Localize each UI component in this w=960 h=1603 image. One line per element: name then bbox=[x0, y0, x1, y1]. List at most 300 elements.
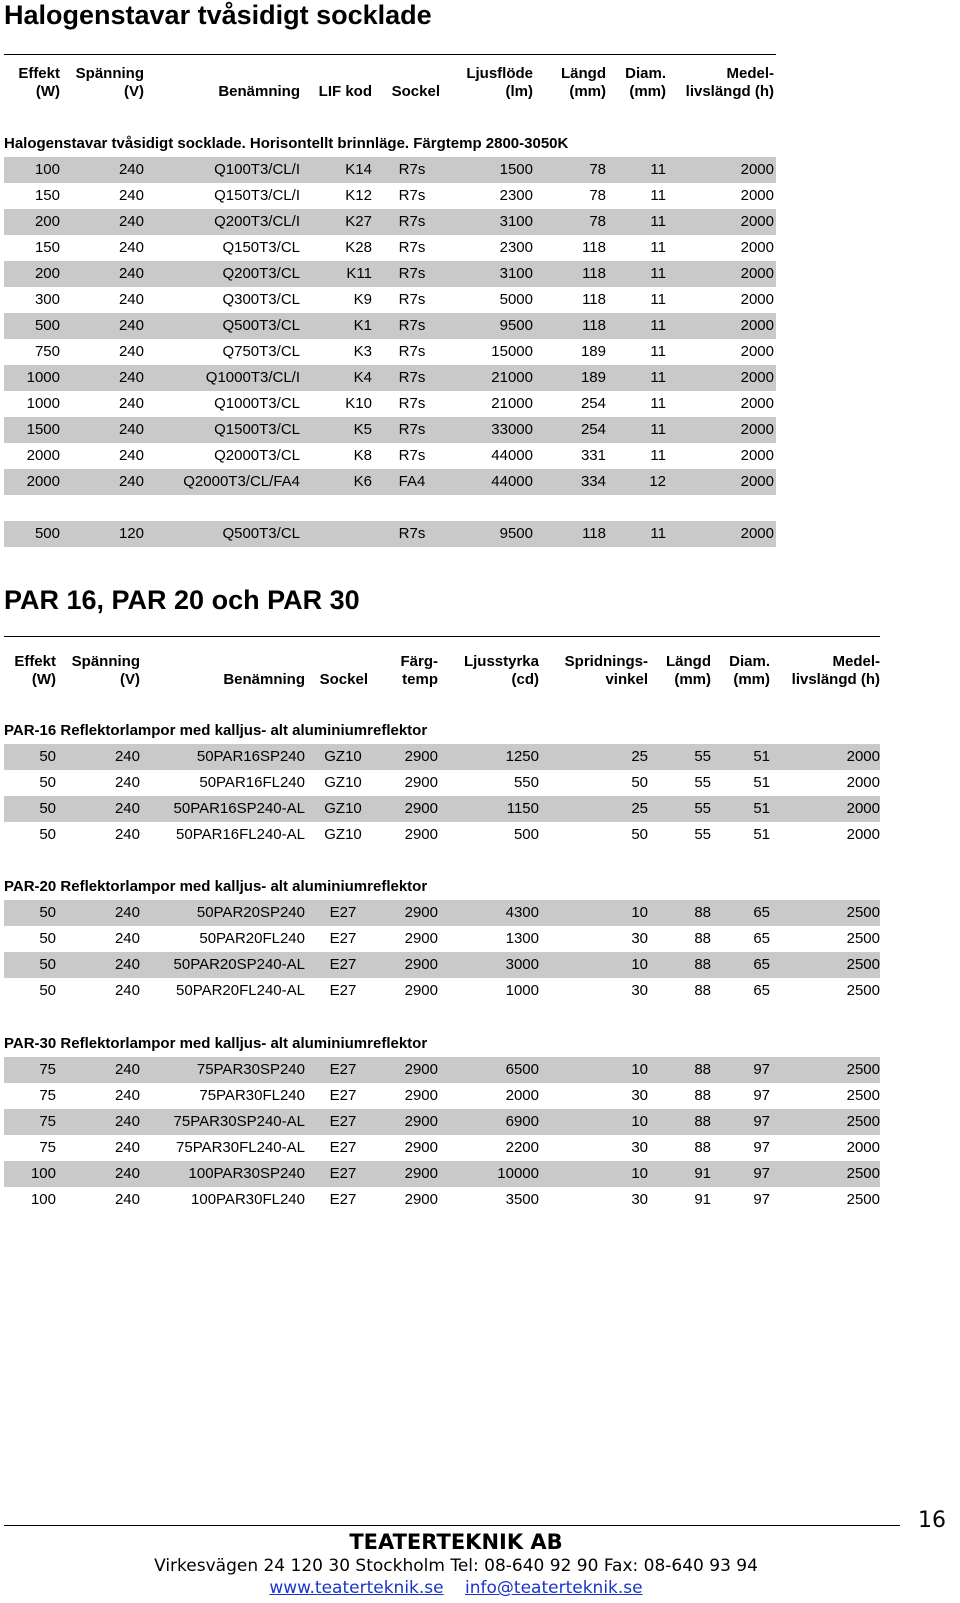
cell-lif-kod: K14 bbox=[345, 161, 372, 178]
cell-lif-kod: K11 bbox=[346, 265, 372, 282]
cell-spanning: 240 bbox=[118, 317, 144, 334]
cell-diam: 65 bbox=[753, 956, 770, 973]
cell-lif-kod: K27 bbox=[345, 213, 372, 230]
cell-spanning: 240 bbox=[114, 748, 140, 765]
cell-lif-kod: K6 bbox=[353, 473, 372, 490]
cell-spanning: 240 bbox=[118, 239, 144, 256]
cell-diam: 97 bbox=[753, 1165, 770, 1182]
cell-langd: 55 bbox=[694, 800, 711, 817]
cell-ljusstyrka: 3000 bbox=[505, 956, 539, 973]
cell-spanning: 240 bbox=[114, 1139, 140, 1156]
cell-benamning: 75PAR30FL240 bbox=[199, 1087, 305, 1104]
cell-ljusflode: 2300 bbox=[499, 187, 533, 204]
cell-diam: 51 bbox=[753, 826, 770, 843]
table-row bbox=[4, 926, 880, 952]
header-spridningsvinkel: Spridnings- vinkel bbox=[564, 653, 648, 688]
cell-spridningsvinkel: 25 bbox=[631, 748, 648, 765]
cell-effekt: 200 bbox=[34, 213, 60, 230]
header-medellivslangd: Medel- livslängd (h) bbox=[685, 65, 774, 100]
header-benamning: Benämning bbox=[223, 671, 305, 688]
cell-diam: 11 bbox=[650, 265, 666, 282]
cell-langd: 55 bbox=[694, 748, 711, 765]
cell-ljusflode: 3100 bbox=[499, 213, 533, 230]
table-row bbox=[4, 235, 776, 261]
cell-ljusstyrka: 1150 bbox=[506, 800, 539, 817]
cell-benamning: 100PAR30SP240 bbox=[188, 1165, 305, 1182]
cell-diam: 11 bbox=[650, 187, 666, 204]
cell-sockel: R7s bbox=[398, 161, 426, 178]
header-fargtemp: Färg- temp bbox=[400, 653, 438, 688]
cell-effekt: 100 bbox=[34, 161, 60, 178]
cell-fargtemp: 2900 bbox=[404, 904, 438, 921]
cell-medellivslangd: 2000 bbox=[740, 525, 774, 542]
cell-effekt: 150 bbox=[34, 239, 60, 256]
cell-medellivslangd: 2000 bbox=[740, 213, 774, 230]
cell-diam: 51 bbox=[753, 774, 770, 791]
divider bbox=[4, 54, 776, 55]
cell-fargtemp: 2900 bbox=[404, 1087, 438, 1104]
cell-effekt: 100 bbox=[30, 1191, 56, 1208]
cell-sockel: E27 bbox=[329, 1113, 357, 1130]
cell-sockel: R7s bbox=[398, 239, 426, 256]
group-label: Halogenstavar tvåsidigt socklade. Horisontellt brinnläge. Färgtemp 2800-3050K bbox=[4, 135, 569, 152]
table-row bbox=[4, 261, 776, 287]
cell-benamning: 50PAR16SP240-AL bbox=[173, 800, 305, 817]
cell-sockel: R7s bbox=[398, 421, 426, 438]
cell-fargtemp: 2900 bbox=[404, 956, 438, 973]
cell-diam: 97 bbox=[753, 1139, 770, 1156]
cell-diam: 97 bbox=[753, 1191, 770, 1208]
cell-effekt: 300 bbox=[34, 291, 60, 308]
cell-langd: 88 bbox=[694, 1139, 711, 1156]
cell-diam: 11 bbox=[650, 395, 666, 412]
cell-ljusstyrka: 550 bbox=[513, 774, 539, 791]
cell-fargtemp: 2900 bbox=[404, 1139, 438, 1156]
cell-fargtemp: 2900 bbox=[404, 774, 438, 791]
table-row bbox=[4, 1187, 880, 1213]
email-link[interactable]: info@teaterteknik.se bbox=[465, 1578, 643, 1598]
table-row bbox=[4, 157, 776, 183]
cell-diam: 11 bbox=[650, 421, 666, 438]
cell-fargtemp: 2900 bbox=[404, 800, 438, 817]
cell-spridningsvinkel: 25 bbox=[631, 800, 648, 817]
cell-diam: 65 bbox=[753, 904, 770, 921]
cell-sockel: E27 bbox=[329, 956, 357, 973]
cell-langd: 118 bbox=[582, 239, 606, 256]
cell-benamning: 75PAR30SP240 bbox=[196, 1061, 305, 1078]
cell-spanning: 240 bbox=[118, 395, 144, 412]
cell-langd: 88 bbox=[694, 1087, 711, 1104]
cell-medellivslangd: 2000 bbox=[740, 291, 774, 308]
cell-medellivslangd: 2000 bbox=[846, 800, 880, 817]
cell-diam: 11 bbox=[650, 239, 666, 256]
cell-spanning: 240 bbox=[114, 1165, 140, 1182]
cell-effekt: 75 bbox=[39, 1061, 56, 1078]
cell-benamning: Q150T3/CL bbox=[222, 239, 300, 256]
table-row bbox=[4, 469, 776, 495]
table-row bbox=[4, 822, 880, 848]
header-lif: LIF kod bbox=[318, 83, 372, 100]
header-ljusstyrka: Ljusstyrka (cd) bbox=[463, 653, 539, 688]
cell-benamning: 50PAR20FL240 bbox=[199, 930, 305, 947]
cell-fargtemp: 2900 bbox=[404, 1113, 438, 1130]
cell-spridningsvinkel: 10 bbox=[631, 904, 648, 921]
cell-spanning: 240 bbox=[118, 187, 144, 204]
cell-langd: 334 bbox=[580, 473, 606, 490]
cell-lif-kod: K8 bbox=[353, 447, 372, 464]
cell-ljusstyrka: 500 bbox=[513, 826, 539, 843]
cell-effekt: 1500 bbox=[26, 421, 60, 438]
table-row bbox=[4, 796, 880, 822]
cell-ljusflode: 33000 bbox=[491, 421, 533, 438]
cell-effekt: 1000 bbox=[26, 395, 60, 412]
header-benamning: Benämning bbox=[218, 83, 300, 100]
cell-ljusstyrka: 6500 bbox=[505, 1061, 539, 1078]
header-diam: Diam. (mm) bbox=[729, 653, 770, 688]
cell-effekt: 100 bbox=[30, 1165, 56, 1182]
cell-effekt: 50 bbox=[39, 930, 56, 947]
cell-benamning: 50PAR16FL240-AL bbox=[176, 826, 305, 843]
cell-ljusstyrka: 3500 bbox=[505, 1191, 539, 1208]
company-address: Virkesvägen 24 120 30 Stockholm Tel: 08-640 92 90 Fax: 08-640 93 94 bbox=[154, 1556, 758, 1576]
table-row bbox=[4, 978, 880, 1004]
cell-medellivslangd: 2000 bbox=[740, 421, 774, 438]
page-number: 16 bbox=[918, 1508, 946, 1533]
cell-langd: 88 bbox=[694, 1113, 711, 1130]
cell-sockel: R7s bbox=[398, 265, 426, 282]
cell-benamning: Q1000T3/CL bbox=[214, 395, 300, 412]
cell-langd: 88 bbox=[694, 1061, 711, 1078]
cell-spanning: 240 bbox=[118, 265, 144, 282]
cell-sockel: E27 bbox=[329, 1139, 357, 1156]
cell-sockel: R7s bbox=[398, 291, 426, 308]
cell-effekt: 2000 bbox=[26, 473, 60, 490]
cell-spanning: 240 bbox=[114, 1113, 140, 1130]
cell-langd: 118 bbox=[582, 265, 606, 282]
cell-ljusflode: 1500 bbox=[499, 161, 533, 178]
cell-ljusflode: 5000 bbox=[499, 291, 533, 308]
cell-benamning: Q150T3/CL/I bbox=[214, 187, 300, 204]
cell-effekt: 50 bbox=[39, 774, 56, 791]
cell-medellivslangd: 2000 bbox=[846, 1139, 880, 1156]
cell-sockel: R7s bbox=[398, 369, 426, 386]
cell-spridningsvinkel: 30 bbox=[631, 982, 648, 999]
cell-benamning: Q300T3/CL bbox=[222, 291, 300, 308]
cell-medellivslangd: 2000 bbox=[740, 369, 774, 386]
header-sockel: Sockel bbox=[319, 671, 368, 688]
table-row bbox=[4, 417, 776, 443]
cell-langd: 254 bbox=[580, 395, 606, 412]
cell-diam: 11 bbox=[650, 525, 666, 542]
cell-diam: 97 bbox=[753, 1087, 770, 1104]
cell-ljusflode: 21000 bbox=[491, 395, 533, 412]
cell-effekt: 50 bbox=[39, 800, 56, 817]
cell-diam: 65 bbox=[753, 930, 770, 947]
website-link[interactable]: www.teaterteknik.se bbox=[269, 1578, 444, 1598]
table-row bbox=[4, 313, 776, 339]
cell-langd: 88 bbox=[694, 956, 711, 973]
cell-ljusstyrka: 6900 bbox=[505, 1113, 539, 1130]
table-row bbox=[4, 391, 776, 417]
cell-spanning: 240 bbox=[118, 369, 144, 386]
cell-lif-kod: K10 bbox=[345, 395, 372, 412]
table-row bbox=[4, 744, 880, 770]
cell-diam: 51 bbox=[753, 800, 770, 817]
header-langd: Längd (mm) bbox=[561, 65, 606, 100]
cell-effekt: 50 bbox=[39, 748, 56, 765]
cell-effekt: 75 bbox=[39, 1087, 56, 1104]
cell-effekt: 50 bbox=[39, 904, 56, 921]
cell-spridningsvinkel: 30 bbox=[631, 1191, 648, 1208]
cell-sockel: R7s bbox=[398, 187, 426, 204]
cell-spanning: 240 bbox=[118, 421, 144, 438]
cell-sockel: E27 bbox=[329, 982, 357, 999]
cell-spridningsvinkel: 10 bbox=[631, 1165, 648, 1182]
header-spanning: Spänning (V) bbox=[71, 653, 140, 688]
cell-effekt: 2000 bbox=[26, 447, 60, 464]
cell-benamning: 50PAR20SP240 bbox=[196, 904, 305, 921]
table-row bbox=[4, 183, 776, 209]
cell-sockel: R7s bbox=[398, 395, 426, 412]
cell-sockel: GZ10 bbox=[324, 826, 362, 843]
cell-medellivslangd: 2000 bbox=[846, 826, 880, 843]
cell-diam: 11 bbox=[650, 317, 666, 334]
header-sockel: Sockel bbox=[391, 83, 440, 100]
cell-spridningsvinkel: 10 bbox=[631, 956, 648, 973]
cell-lif-kod: K28 bbox=[345, 239, 372, 256]
cell-medellivslangd: 2500 bbox=[846, 930, 880, 947]
cell-langd: 78 bbox=[589, 213, 606, 230]
cell-spanning: 240 bbox=[114, 956, 140, 973]
cell-medellivslangd: 2500 bbox=[846, 904, 880, 921]
cell-sockel: E27 bbox=[329, 1165, 357, 1182]
cell-lif-kod: K5 bbox=[353, 421, 372, 438]
cell-medellivslangd: 2000 bbox=[740, 317, 774, 334]
cell-sockel: GZ10 bbox=[324, 800, 362, 817]
cell-ljusflode: 21000 bbox=[491, 369, 533, 386]
cell-spridningsvinkel: 10 bbox=[631, 1113, 648, 1130]
cell-medellivslangd: 2500 bbox=[846, 1113, 880, 1130]
cell-diam: 11 bbox=[650, 161, 666, 178]
cell-ljusstyrka: 2200 bbox=[505, 1139, 539, 1156]
cell-spridningsvinkel: 50 bbox=[631, 826, 648, 843]
cell-spanning: 240 bbox=[118, 473, 144, 490]
cell-benamning: Q200T3/CL/I bbox=[214, 213, 300, 230]
cell-diam: 11 bbox=[650, 447, 666, 464]
cell-spanning: 240 bbox=[114, 1087, 140, 1104]
header-effekt: Effekt (W) bbox=[18, 65, 60, 100]
table-row bbox=[4, 900, 880, 926]
table-row bbox=[4, 1135, 880, 1161]
cell-spanning: 240 bbox=[114, 930, 140, 947]
cell-medellivslangd: 2500 bbox=[846, 1061, 880, 1078]
group-label: PAR-20 Reflektorlampor med kalljus- alt aluminiumreflektor bbox=[4, 878, 428, 895]
cell-lif-kod: K3 bbox=[353, 343, 372, 360]
cell-medellivslangd: 2000 bbox=[740, 447, 774, 464]
cell-benamning: Q1000T3/CL/I bbox=[205, 369, 300, 386]
cell-medellivslangd: 2000 bbox=[740, 395, 774, 412]
cell-sockel: R7s bbox=[398, 525, 426, 542]
cell-effekt: 1000 bbox=[26, 369, 60, 386]
cell-spanning: 240 bbox=[118, 291, 144, 308]
cell-langd: 254 bbox=[580, 421, 606, 438]
cell-sockel: FA4 bbox=[398, 473, 426, 490]
cell-sockel: E27 bbox=[329, 904, 357, 921]
cell-langd: 88 bbox=[694, 904, 711, 921]
cell-sockel: R7s bbox=[398, 447, 426, 464]
cell-benamning: Q500T3/CL bbox=[222, 525, 300, 542]
cell-benamning: 50PAR20SP240-AL bbox=[173, 956, 305, 973]
cell-benamning: Q2000T3/CL bbox=[214, 447, 300, 464]
cell-spanning: 240 bbox=[118, 161, 144, 178]
cell-spanning: 240 bbox=[118, 447, 144, 464]
table-row bbox=[4, 952, 880, 978]
cell-spridningsvinkel: 50 bbox=[631, 774, 648, 791]
table-row bbox=[4, 1161, 880, 1187]
cell-spanning: 240 bbox=[118, 213, 144, 230]
header-spanning: Spänning (V) bbox=[75, 65, 144, 100]
company-name: TEATERTEKNIK AB bbox=[349, 1530, 563, 1554]
cell-effekt: 50 bbox=[39, 826, 56, 843]
header-ljusflode: Ljusflöde (lm) bbox=[466, 65, 533, 100]
cell-diam: 97 bbox=[753, 1061, 770, 1078]
cell-benamning: 50PAR16SP240 bbox=[196, 748, 305, 765]
cell-effekt: 50 bbox=[39, 956, 56, 973]
cell-fargtemp: 2900 bbox=[404, 930, 438, 947]
cell-benamning: 50PAR16FL240 bbox=[199, 774, 305, 791]
cell-benamning: Q750T3/CL bbox=[222, 343, 300, 360]
cell-ljusstyrka: 4300 bbox=[505, 904, 539, 921]
cell-benamning: Q1500T3/CL bbox=[214, 421, 300, 438]
footer-links bbox=[0, 1578, 912, 1598]
cell-fargtemp: 2900 bbox=[404, 826, 438, 843]
cell-langd: 189 bbox=[580, 369, 606, 386]
cell-effekt: 150 bbox=[34, 187, 60, 204]
cell-effekt: 500 bbox=[34, 525, 60, 542]
cell-ljusstyrka: 1250 bbox=[505, 748, 539, 765]
cell-ljusflode: 44000 bbox=[491, 447, 533, 464]
cell-fargtemp: 2900 bbox=[404, 1061, 438, 1078]
cell-langd: 78 bbox=[589, 187, 606, 204]
cell-spanning: 240 bbox=[114, 826, 140, 843]
cell-langd: 88 bbox=[694, 982, 711, 999]
cell-effekt: 75 bbox=[39, 1113, 56, 1130]
cell-spanning: 240 bbox=[118, 343, 144, 360]
cell-medellivslangd: 2000 bbox=[740, 343, 774, 360]
cell-spridningsvinkel: 30 bbox=[631, 1139, 648, 1156]
cell-spridningsvinkel: 30 bbox=[631, 1087, 648, 1104]
cell-ljusflode: 9500 bbox=[499, 317, 533, 334]
cell-benamning: Q200T3/CL bbox=[222, 265, 300, 282]
cell-ljusflode: 15000 bbox=[491, 343, 533, 360]
cell-sockel: E27 bbox=[329, 1061, 357, 1078]
cell-sockel: E27 bbox=[329, 930, 357, 947]
cell-diam: 11 bbox=[650, 343, 666, 360]
table-row bbox=[4, 770, 880, 796]
cell-benamning: 100PAR30FL240 bbox=[191, 1191, 305, 1208]
cell-medellivslangd: 2000 bbox=[740, 161, 774, 178]
table-row bbox=[4, 1057, 880, 1083]
cell-diam: 12 bbox=[649, 473, 666, 490]
cell-sockel: GZ10 bbox=[324, 748, 362, 765]
header-medellivslangd: Medel- livslängd (h) bbox=[791, 653, 880, 688]
cell-benamning: Q100T3/CL/I bbox=[214, 161, 300, 178]
table-row bbox=[4, 443, 776, 469]
cell-sockel: GZ10 bbox=[324, 774, 362, 791]
table-row bbox=[4, 1109, 880, 1135]
cell-lif-kod: K4 bbox=[353, 369, 372, 386]
cell-diam: 11 bbox=[650, 213, 666, 230]
cell-diam: 11 bbox=[650, 291, 666, 308]
cell-langd: 118 bbox=[582, 317, 606, 334]
cell-spanning: 240 bbox=[114, 800, 140, 817]
group-label: PAR-30 Reflektorlampor med kalljus- alt aluminiumreflektor bbox=[4, 1035, 428, 1052]
cell-spanning: 240 bbox=[114, 1191, 140, 1208]
table-row bbox=[4, 209, 776, 235]
group-label: PAR-16 Reflektorlampor med kalljus- alt aluminiumreflektor bbox=[4, 722, 428, 739]
header-diam: Diam. (mm) bbox=[625, 65, 666, 100]
cell-ljusstyrka: 10000 bbox=[497, 1165, 539, 1182]
cell-ljusflode: 2300 bbox=[499, 239, 533, 256]
cell-spanning: 240 bbox=[114, 982, 140, 999]
cell-medellivslangd: 2500 bbox=[846, 1191, 880, 1208]
table-row bbox=[4, 521, 776, 547]
cell-sockel: E27 bbox=[329, 1191, 357, 1208]
cell-langd: 91 bbox=[694, 1191, 711, 1208]
cell-langd: 118 bbox=[582, 525, 606, 542]
cell-spanning: 120 bbox=[118, 525, 144, 542]
cell-spanning: 240 bbox=[114, 904, 140, 921]
cell-fargtemp: 2900 bbox=[404, 982, 438, 999]
divider bbox=[4, 636, 880, 637]
cell-langd: 189 bbox=[580, 343, 606, 360]
page-title: Halogenstavar tvåsidigt socklade bbox=[4, 0, 432, 30]
table-row bbox=[4, 365, 776, 391]
cell-spridningsvinkel: 30 bbox=[631, 930, 648, 947]
cell-diam: 65 bbox=[753, 982, 770, 999]
cell-sockel: E27 bbox=[329, 1087, 357, 1104]
cell-lif-kod: K1 bbox=[353, 317, 372, 334]
cell-ljusstyrka: 1000 bbox=[505, 982, 539, 999]
table-row bbox=[4, 287, 776, 313]
cell-ljusstyrka: 2000 bbox=[505, 1087, 539, 1104]
cell-langd: 88 bbox=[694, 930, 711, 947]
cell-medellivslangd: 2000 bbox=[740, 239, 774, 256]
cell-spridningsvinkel: 10 bbox=[631, 1061, 648, 1078]
cell-benamning: 75PAR30SP240-AL bbox=[173, 1113, 305, 1130]
cell-diam: 51 bbox=[753, 748, 770, 765]
cell-langd: 78 bbox=[589, 161, 606, 178]
cell-ljusstyrka: 1300 bbox=[505, 930, 539, 947]
cell-medellivslangd: 2000 bbox=[846, 748, 880, 765]
cell-benamning: 75PAR30FL240-AL bbox=[176, 1139, 305, 1156]
cell-medellivslangd: 2500 bbox=[846, 1087, 880, 1104]
cell-langd: 91 bbox=[694, 1165, 711, 1182]
cell-medellivslangd: 2500 bbox=[846, 982, 880, 999]
cell-lif-kod: K9 bbox=[353, 291, 372, 308]
cell-sockel: R7s bbox=[398, 213, 426, 230]
cell-benamning: Q500T3/CL bbox=[222, 317, 300, 334]
cell-langd: 55 bbox=[694, 826, 711, 843]
cell-medellivslangd: 2000 bbox=[846, 774, 880, 791]
cell-ljusflode: 44000 bbox=[491, 473, 533, 490]
cell-effekt: 750 bbox=[34, 343, 60, 360]
cell-diam: 97 bbox=[753, 1113, 770, 1130]
cell-medellivslangd: 2500 bbox=[846, 956, 880, 973]
cell-lif-kod: K12 bbox=[345, 187, 372, 204]
cell-langd: 118 bbox=[582, 291, 606, 308]
header-langd: Längd (mm) bbox=[666, 653, 711, 688]
